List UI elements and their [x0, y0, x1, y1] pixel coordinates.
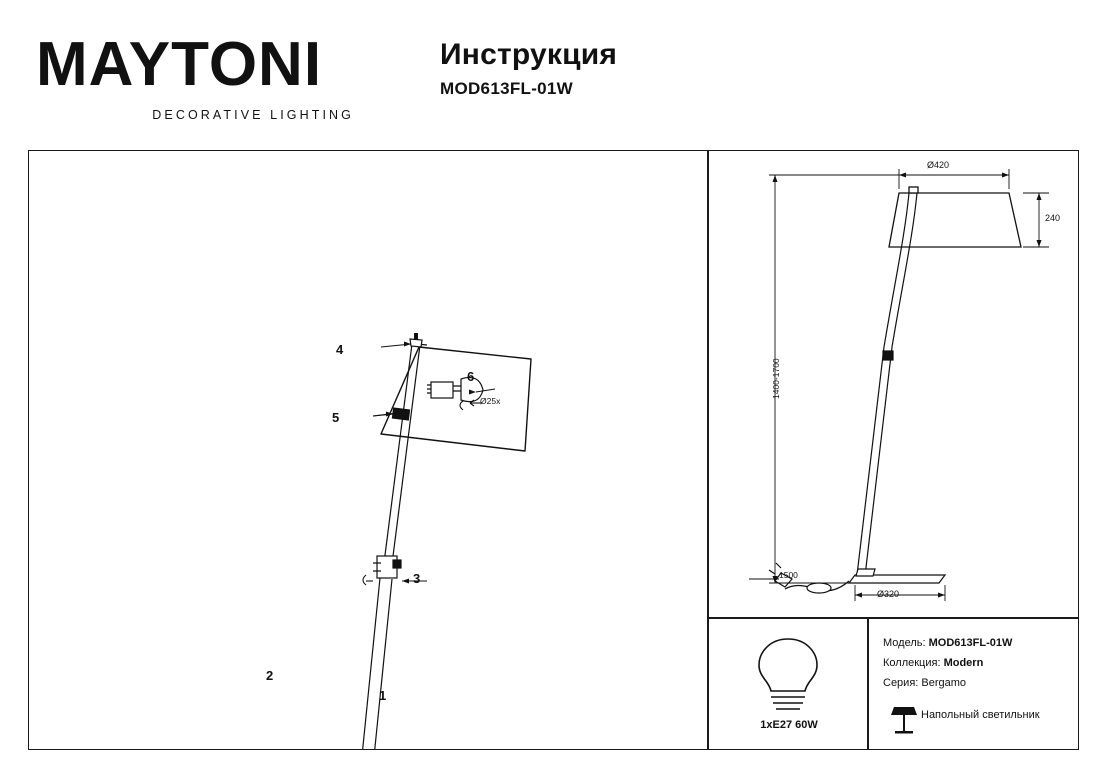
- callout-3: 3: [413, 571, 421, 586]
- info-row-series: [883, 673, 1073, 693]
- info-row-collection: [883, 653, 1073, 673]
- collection-key: Коллекция:: [883, 657, 941, 669]
- series-value: Bergamo: [921, 677, 967, 689]
- model-value: MOD613FL-01W: [928, 637, 1013, 649]
- brand-logo: [36, 30, 356, 122]
- dimension-drawing: [709, 151, 1078, 617]
- title-block: [440, 38, 617, 99]
- bulb-spec-panel: [708, 618, 868, 750]
- callout-2: 2: [266, 668, 274, 683]
- cord-length-label: 1500: [779, 570, 798, 580]
- floor-lamp-icon: [887, 701, 921, 737]
- socket-size-note: Ø25х: [480, 396, 501, 406]
- callout-6: 6: [467, 369, 475, 384]
- model-code: MOD613FL-01W: [440, 79, 574, 98]
- collection-value: Modern: [943, 657, 984, 669]
- page-title: Инструкция: [440, 38, 618, 71]
- shade-diameter-label: Ø420: [927, 160, 950, 170]
- product-type-label: Напольный светильник: [921, 709, 1040, 721]
- series-key: Серия:: [883, 677, 919, 689]
- info-row-model: [883, 633, 1073, 653]
- dimension-diagram-panel: [708, 150, 1079, 618]
- bulb-spec-label: 1xE27 60W: [760, 719, 818, 731]
- product-info-rows: [883, 633, 1073, 693]
- shade-height-label: 240: [1045, 213, 1061, 223]
- model-key: Модель:: [883, 637, 926, 649]
- brand-tagline: DECORATIVE LIGHTING: [152, 108, 354, 122]
- page-header: [0, 0, 1107, 150]
- brand-name: MAYTONI: [36, 30, 323, 99]
- callout-5: 5: [332, 410, 340, 425]
- assembly-drawing: [29, 151, 707, 749]
- product-info-panel: [868, 618, 1079, 750]
- assembly-diagram-panel: [28, 150, 708, 750]
- callout-4: 4: [336, 342, 344, 357]
- callout-1: 1: [379, 688, 387, 703]
- total-height-label: 1400-1700: [771, 358, 781, 399]
- base-diameter-label: Ø320: [877, 589, 900, 599]
